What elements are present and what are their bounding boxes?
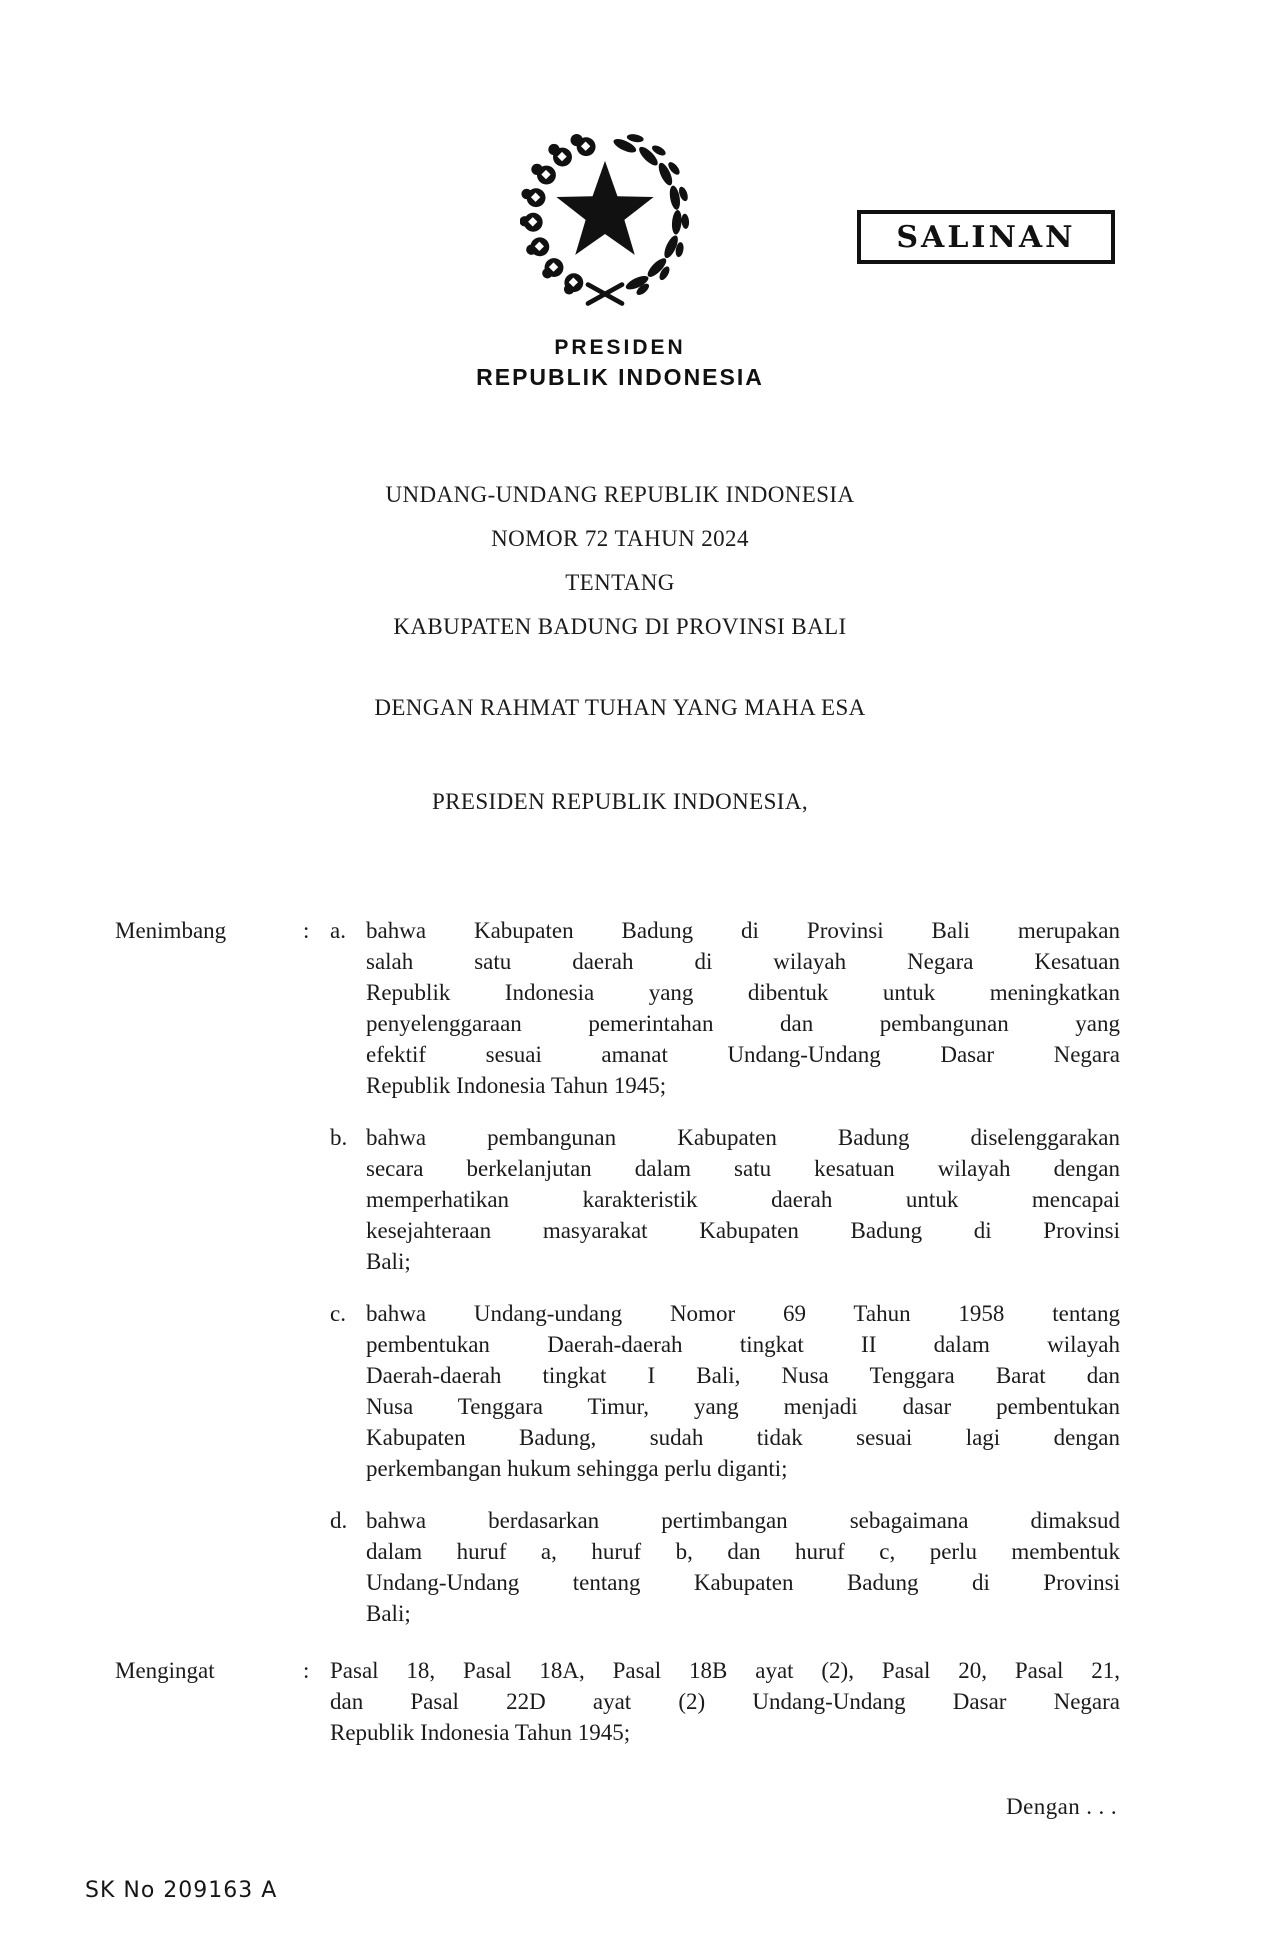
item-letter: c. xyxy=(330,1301,346,1326)
letterhead-republik-indonesia: REPUBLIK INDONESIA xyxy=(476,364,764,390)
considering-item-a xyxy=(330,915,1120,1101)
presidential-emblem-icon xyxy=(520,120,690,316)
citing-text: Pasal 18, Pasal 18A, Pasal 18B ayat (2), Pasal 20, Pasal 21, dan Pasal 22D ayat (2) Undang-Undang Dasar Negara Republik Indonesia Tahun 1945; xyxy=(330,1658,1120,1745)
title-line-4: KABUPATEN BADUNG DI PROVINSI BALI xyxy=(393,614,847,639)
citing-label: Mengingat xyxy=(115,1658,215,1683)
footer-code: SK No 209163 A xyxy=(85,1878,278,1903)
item-letter: d. xyxy=(330,1508,348,1533)
star-icon xyxy=(556,161,653,255)
item-text: bahwa berdasarkan pertimbangan sebagaimana dimaksud dalam huruf a, huruf b, dan huruf c, perlu membentuk Undang-Undang tentang Kabupaten Badung di Provinsi Bali; xyxy=(366,1508,1120,1626)
item-letter: a. xyxy=(330,918,346,943)
considering-colon: : xyxy=(303,918,310,943)
item-text: bahwa pembangunan Kabupaten Badung diselenggarakan secara berkelanjutan dalam satu kesatuan wilayah dengan memperhatikan karakteristik daerah untuk mencapai kesejahteraan masyarakat Kabupaten Badung di Provinsi Bali; xyxy=(366,1125,1120,1274)
citing-section xyxy=(115,1655,1120,1748)
considering-label: Menimbang xyxy=(115,918,227,943)
considering-section xyxy=(115,915,1120,1629)
letterhead xyxy=(115,333,1125,393)
invocation-line: DENGAN RAHMAT TUHAN YANG MAHA ESA xyxy=(374,695,866,720)
catchword: Dengan . . . xyxy=(1006,1794,1117,1819)
considering-items xyxy=(330,915,1120,1629)
title-line-1: UNDANG-UNDANG REPUBLIK INDONESIA xyxy=(385,482,855,507)
citing-colon: : xyxy=(303,1658,310,1683)
considering-item-c xyxy=(330,1298,1120,1484)
document-title xyxy=(115,473,1125,649)
item-text: bahwa Kabupaten Badung di Provinsi Bali merupakan salah satu daerah di wilayah Negara Kesatuan Republik Indonesia yang dibentuk untuk meningkatkan penyelenggaraan pemerintahan dan pembangunan yang efektif sesuai amanat Undang-Undang Dasar Negara Republik Indonesia Tahun 1945; xyxy=(366,918,1120,1098)
title-line-3: TENTANG xyxy=(565,570,675,595)
considering-item-b xyxy=(330,1122,1120,1277)
letterhead-presiden: PRESIDEN xyxy=(554,336,686,359)
considering-item-d xyxy=(330,1505,1120,1629)
title-line-2: NOMOR 72 TAHUN 2024 xyxy=(491,526,749,551)
salinan-stamp xyxy=(857,210,1115,264)
salinan-stamp-label: SALINAN xyxy=(896,219,1076,255)
enacting-authority-line: PRESIDEN REPUBLIK INDONESIA, xyxy=(431,789,808,814)
crossed-stems-icon xyxy=(588,285,622,304)
item-letter: b. xyxy=(330,1125,348,1150)
item-text: bahwa Undang-undang Nomor 69 Tahun 1958 tentang pembentukan Daerah-daerah tingkat II dalam wilayah Daerah-daerah tingkat I Bali, Nusa Tenggara Barat dan Nusa Tenggara Timur, yang menjadi dasar pembentukan Kabupaten Badung, sudah tidak sesuai lagi dengan perkembangan hukum sehingga perlu diganti; xyxy=(366,1301,1120,1481)
